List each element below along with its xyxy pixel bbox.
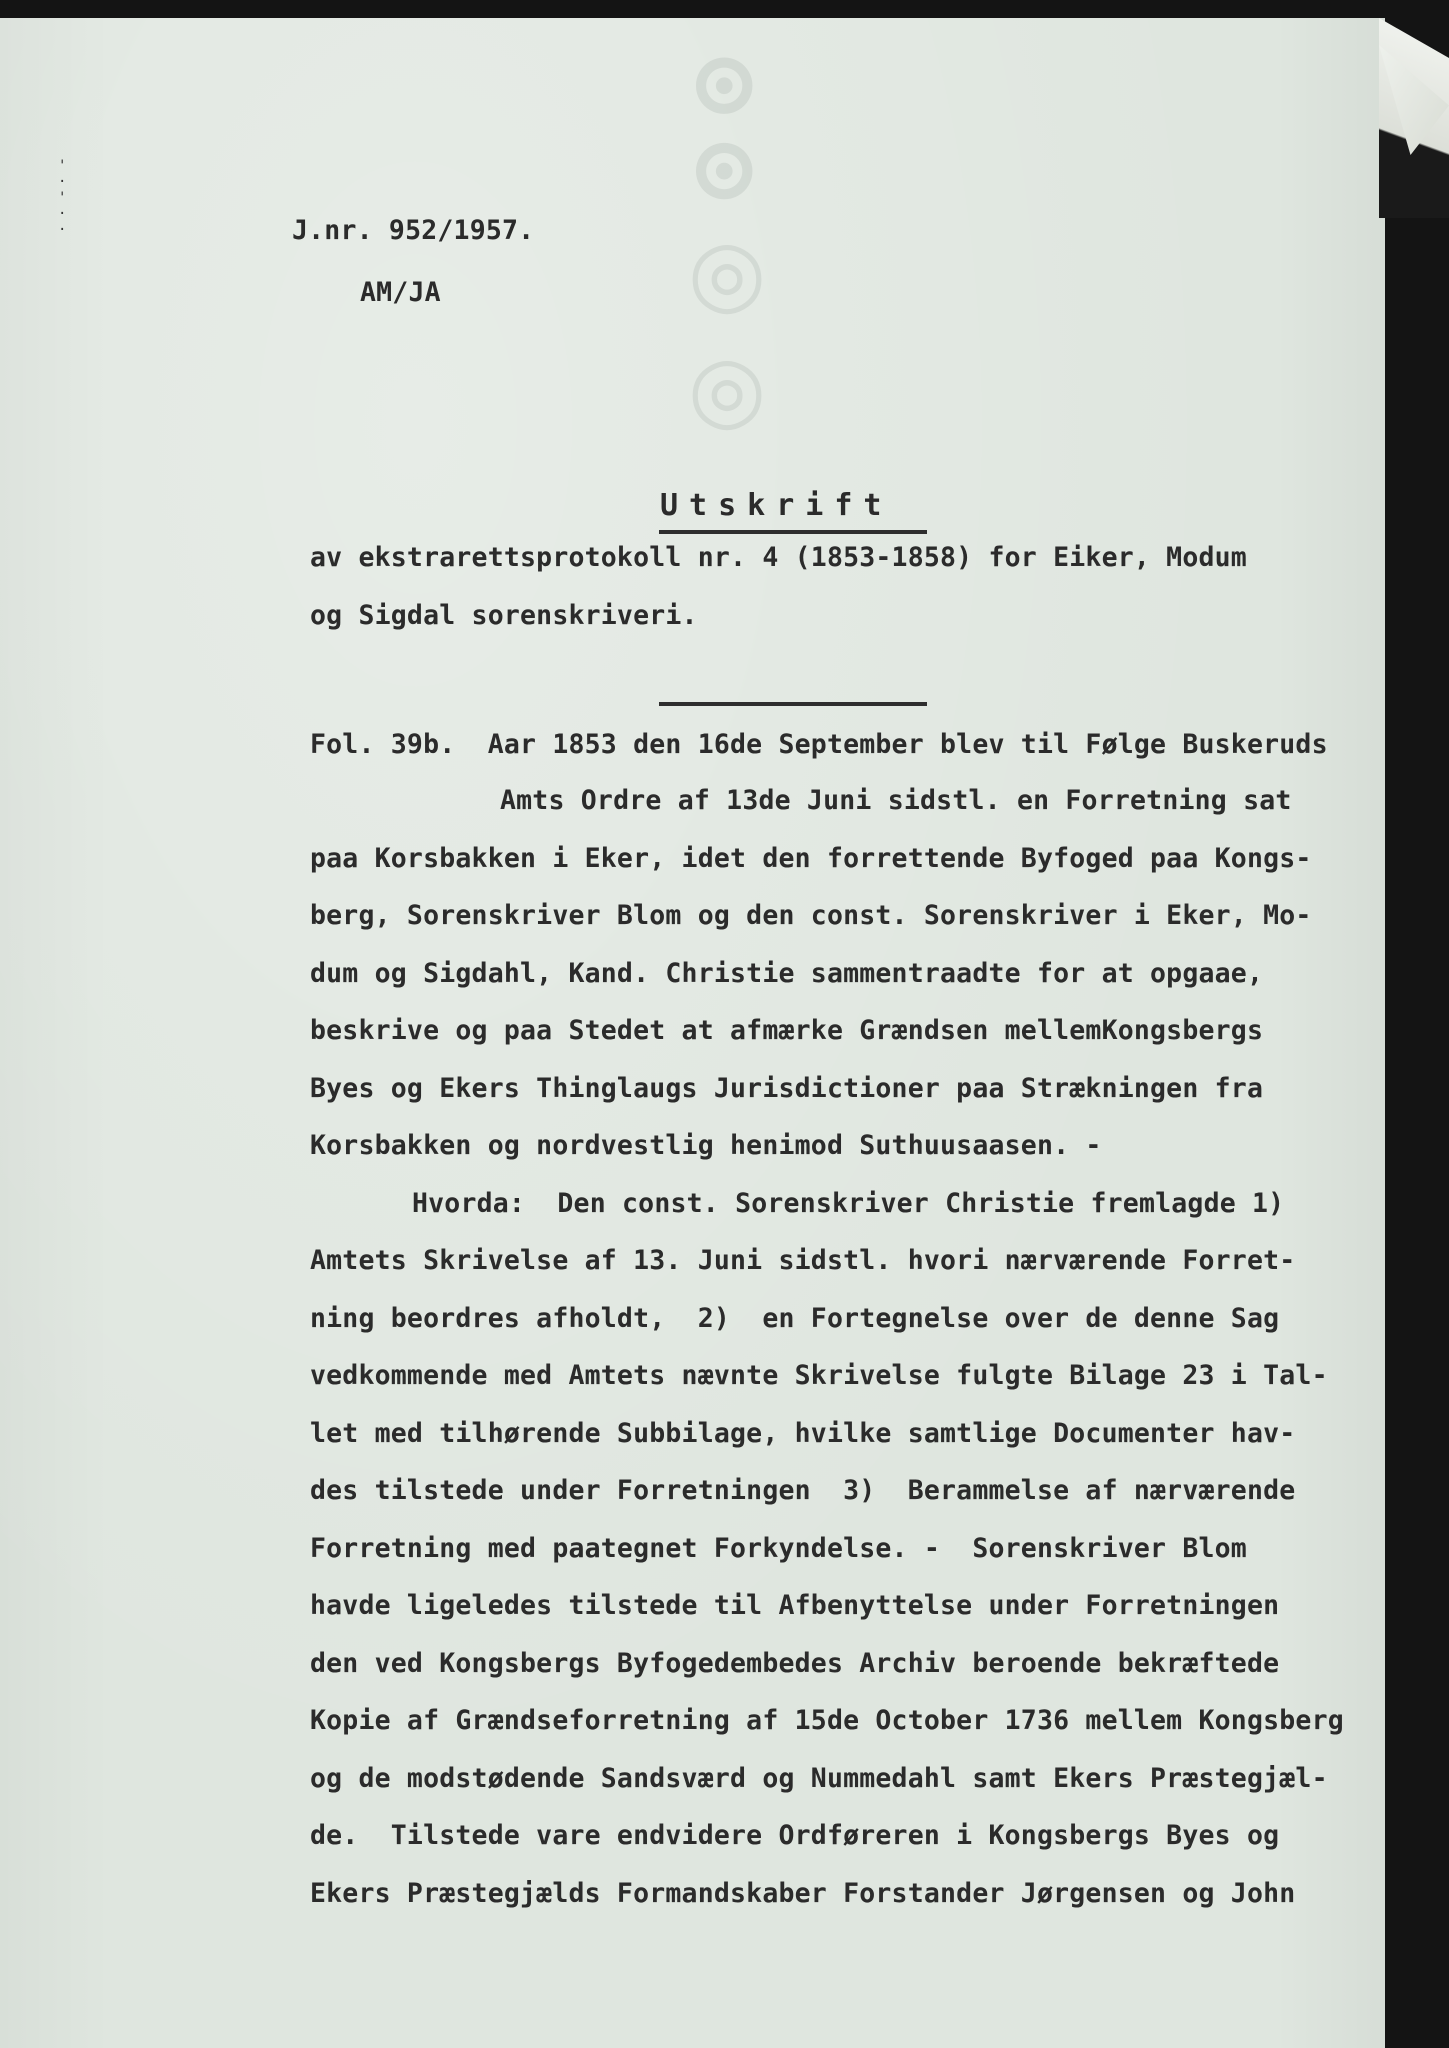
- journal-number: J.nr. 952/1957.: [292, 215, 535, 246]
- body-line: Fol. 39b. Aar 1853 den 16de September blev til Følge Buskeruds: [310, 729, 1328, 760]
- body-line: havde ligeledes tilstede til Afbenyttelse under Forretningen: [310, 1590, 1280, 1621]
- body-line: dum og Sigdahl, Kand. Christie sammentraadte for at opgaae,: [310, 958, 1264, 989]
- body-line: Kopie af Grændseforretning af 15de October 1736 mellem Kongsberg: [310, 1705, 1344, 1736]
- initials: AM/JA: [360, 277, 441, 308]
- document-page: [0, 18, 1385, 2048]
- body-line: Hvorda: Den const. Sorenskriver Christie fremlagde 1): [412, 1188, 1285, 1219]
- body-line: den ved Kongsbergs Byfogedembedes Archiv beroende bekræftede: [310, 1648, 1280, 1679]
- body-line: paa Korsbakken i Eker, idet den forrettende Byfoged paa Kongs-: [310, 843, 1312, 874]
- body-line: Amtets Skrivelse af 13. Juni sidstl. hvori nærværende Forret-: [310, 1245, 1296, 1276]
- body-line: beskrive og paa Stedet at afmærke Grændsen mellemKongsbergs: [310, 1015, 1264, 1046]
- body-line: Ekers Præstegjælds Formandskaber Forstander Jørgensen og John: [310, 1878, 1296, 1909]
- section-separator: [659, 702, 927, 706]
- faded-stamp: ⊙⊙◎◎: [674, 48, 780, 451]
- body-line: Amts Ordre af 13de Juni sidstl. en Forretning sat: [500, 785, 1292, 816]
- document-title: Utskrift: [660, 488, 893, 523]
- subtitle-line: og Sigdal sorenskriveri.: [310, 600, 698, 631]
- body-line: Korsbakken og nordvestlig henimod Suthuusaasen. -: [310, 1130, 1102, 1161]
- body-line: ning beordres afholdt, 2) en Fortegnelse over de denne Sag: [310, 1303, 1280, 1334]
- title-underline: [659, 530, 927, 534]
- body-line: Forretning med paategnet Forkyndelse. - Sorenskriver Blom: [310, 1533, 1247, 1564]
- margin-marks: ' · ' · ·: [58, 158, 67, 238]
- body-line: de. Tilstede vare endvidere Ordføreren i Kongsbergs Byes og: [310, 1820, 1280, 1851]
- body-line: berg, Sorenskriver Blom og den const. Sorenskriver i Eker, Mo-: [310, 900, 1312, 931]
- body-line: des tilstede under Forretningen 3) Berammelse af nærværende: [310, 1475, 1296, 1506]
- body-line: vedkommende med Amtets nævnte Skrivelse fulgte Bilage 23 i Tal-: [310, 1360, 1328, 1391]
- subtitle-line: av ekstrarettsprotokoll nr. 4 (1853-1858) for Eiker, Modum: [310, 542, 1247, 573]
- body-line: og de modstødende Sandsværd og Nummedahl samt Ekers Præstegjæl-: [310, 1763, 1328, 1794]
- body-line: Byes og Ekers Thinglaugs Jurisdictioner paa Strækningen fra: [310, 1073, 1264, 1104]
- body-line: let med tilhørende Subbilage, hvilke samtlige Documenter hav-: [310, 1418, 1296, 1449]
